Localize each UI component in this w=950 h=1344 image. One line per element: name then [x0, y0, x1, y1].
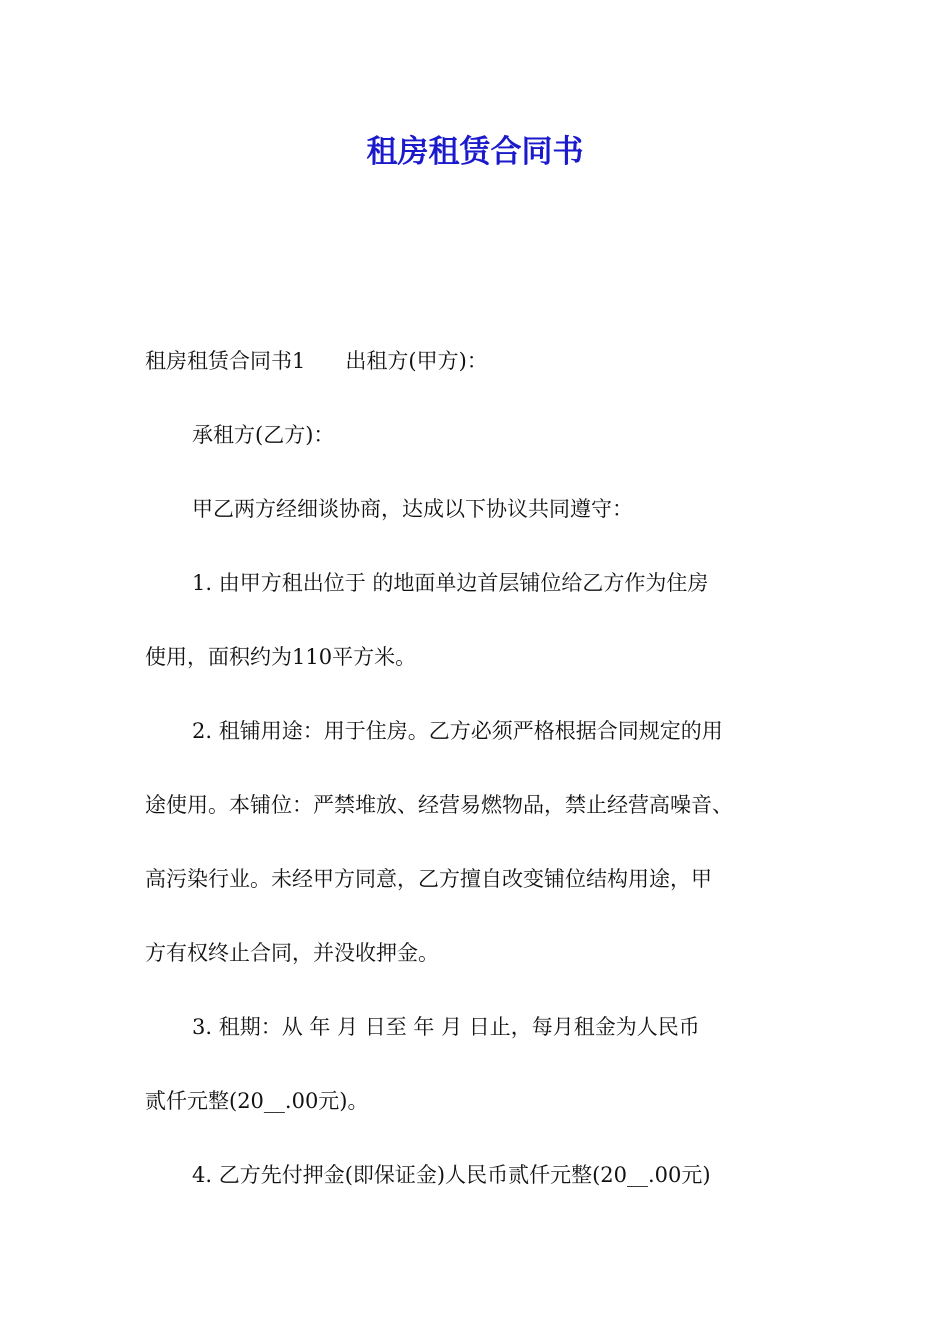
paragraph-line: 承租方(乙方)：: [192, 423, 335, 447]
document-title: 租房租赁合同书: [366, 134, 584, 170]
lessor-label: 出租方(甲方)：: [345, 349, 488, 373]
paragraph-line: 1. 由甲方租出位于 的地面单边首层铺位给乙方作为住房: [192, 571, 709, 595]
paragraph-line: 方有权终止合同，并没收押金。: [145, 941, 439, 965]
document-body: [145, 324, 813, 1212]
paragraph-line: 高污染行业。未经甲方同意，乙方擅自改变铺位结构用途，甲: [145, 867, 712, 891]
paragraph-line: 2. 租铺用途：用于住房。乙方必须严格根据合同规定的用: [192, 719, 723, 743]
contract-heading: 租房租赁合同书1: [145, 349, 306, 373]
paragraph-line: 使用，面积约为110平方米。: [145, 645, 417, 669]
paragraph-line: [145, 324, 813, 398]
paragraph-line: 贰仟元整(20__.00元)。: [145, 1089, 369, 1113]
paragraph-line: 途使用。本铺位：严禁堆放、经营易燃物品，禁止经营高噪音、: [145, 793, 733, 817]
paragraph-line: 4. 乙方先付押金(即保证金)人民币贰仟元整(20__.00元): [192, 1163, 711, 1187]
paragraph-line: 甲乙两方经细谈协商，达成以下协议共同遵守：: [192, 497, 633, 521]
paragraph-line: 3. 租期：从 年 月 日至 年 月 日止，每月租金为人民币: [192, 1015, 700, 1039]
